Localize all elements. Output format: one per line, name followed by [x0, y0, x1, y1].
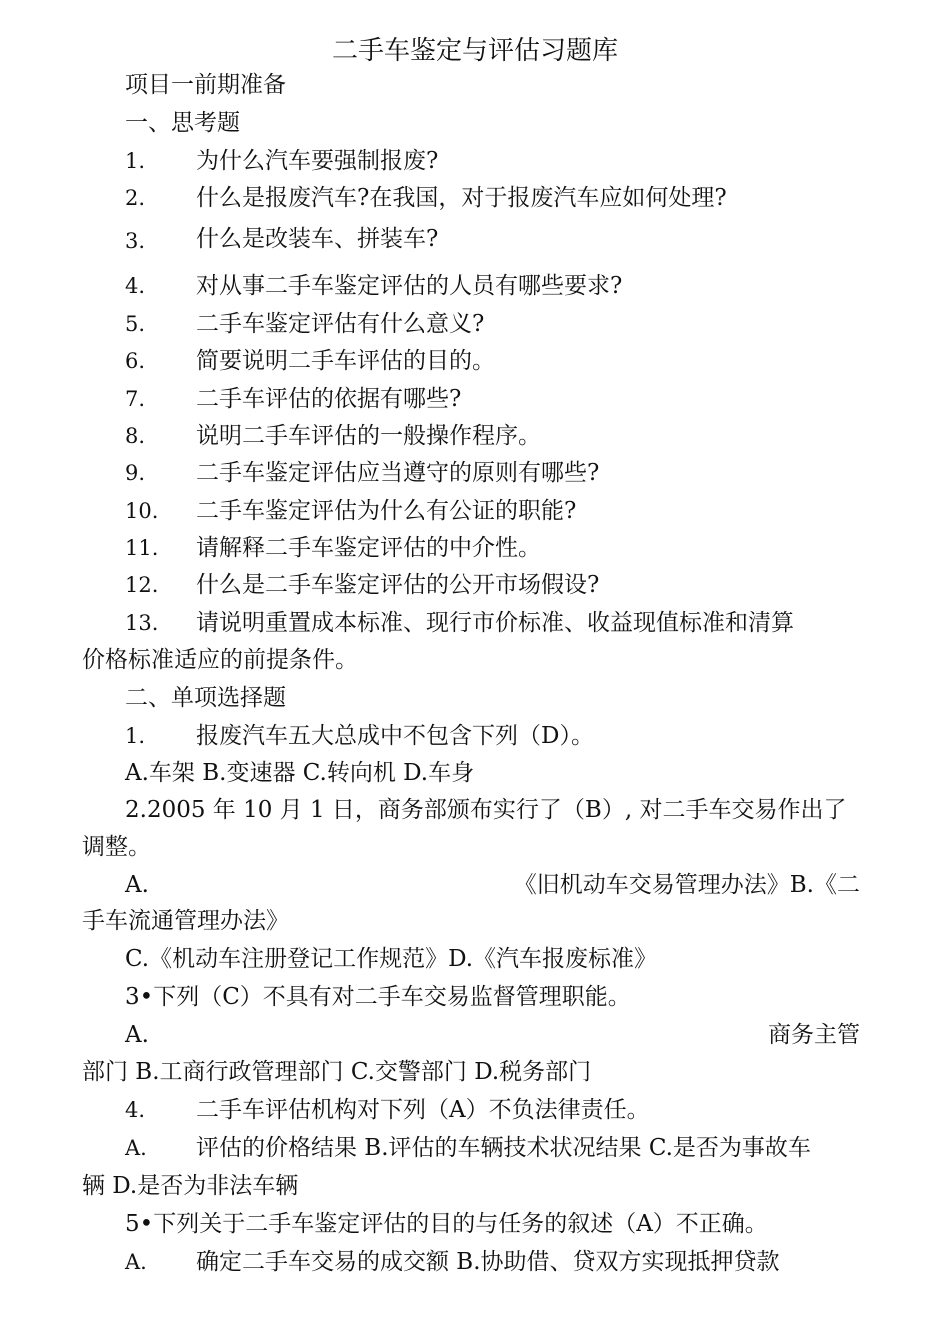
question-number: 9.: [125, 461, 146, 485]
choice-option-continuation: 手车流通管理办法》: [82, 908, 289, 934]
choice-options: A.车架 B.变速器 C.转向机 D.车身: [125, 760, 475, 786]
choice-question: 2.2005 年 10 月 1 日，商务部颁布实行了（B）, 对二手车交易作出了: [125, 797, 847, 823]
option-text: 《旧机动车交易管理办法》B.《二: [513, 872, 860, 898]
question-text: 二手车评估的依据有哪些?: [196, 386, 462, 412]
question-number: 8.: [125, 424, 146, 448]
choice-option-line: [125, 871, 860, 899]
document-title: 二手车鉴定与评估习题库: [331, 36, 618, 66]
question-text: 说明二手车评估的一般操作程序。: [196, 423, 541, 449]
option-text: 商务主管: [768, 1022, 860, 1048]
question-number: 12.: [125, 573, 159, 597]
question-number: 4.: [125, 274, 146, 298]
option-text: 评估的价格结果 B.评估的车辆技术状况结果 C.是否为事故车: [196, 1135, 811, 1161]
question-text: 请说明重置成本标准、现行市价标准、收益现值标准和清算: [196, 610, 794, 636]
choice-question: 3•下列（C）不具有对二手车交易监督管理职能。: [125, 984, 631, 1010]
option-label: A.: [125, 1022, 149, 1048]
question-number: 1.: [125, 149, 146, 173]
question-number: 7.: [125, 387, 146, 411]
question-text: 二手车鉴定评估为什么有公证的职能?: [196, 498, 577, 524]
section-heading-thinking: 一、思考题: [125, 110, 240, 136]
question-text: 什么是改装车、拼装车?: [196, 226, 439, 252]
choice-option-continuation: 部门 B.工商行政管理部门 C.交警部门 D.税务部门: [82, 1059, 592, 1085]
choice-question-continuation: 调整。: [82, 834, 151, 860]
option-text: 确定二手车交易的成交额 B.协助借、贷双方实现抵押贷款: [196, 1249, 780, 1275]
option-label: A.: [125, 1136, 147, 1160]
option-label: A.: [125, 1250, 147, 1274]
section-heading-choice: 二、单项选择题: [125, 685, 286, 711]
choice-option-continuation: 辆 D.是否为非法车辆: [82, 1173, 299, 1199]
choice-number: 1.: [125, 724, 146, 748]
question-text: 二手车鉴定评估应当遵守的原则有哪些?: [196, 460, 600, 486]
question-number: 2.: [125, 186, 146, 210]
choice-options: C.《机动车注册登记工作规范》D.《汽车报废标准》: [125, 946, 658, 972]
question-text: 二手车鉴定评估有什么意义?: [196, 311, 485, 337]
option-label: A.: [125, 872, 149, 898]
question-number: 10.: [125, 499, 159, 523]
question-number: 11.: [125, 536, 159, 560]
question-text: 为什么汽车要强制报废?: [196, 148, 439, 174]
choice-question: 报废汽车五大总成中不包含下列（D）。: [196, 723, 594, 749]
choice-number: 4.: [125, 1098, 146, 1122]
project-heading: 项目一前期准备: [125, 72, 286, 98]
choice-option-line: [125, 1021, 860, 1049]
question-text: 什么是报废汽车?在我国，对于报废汽车应如何处理?: [196, 185, 727, 211]
question-text: 对从事二手车鉴定评估的人员有哪些要求?: [196, 273, 623, 299]
choice-question: 二手车评估机构对下列（A）不负法律责任。: [196, 1097, 650, 1123]
question-text: 请解释二手车鉴定评估的中介性。: [196, 535, 541, 561]
question-number: 5.: [125, 312, 146, 336]
question-number: 6.: [125, 349, 146, 373]
question-number: 13.: [125, 611, 159, 635]
question-text: 简要说明二手车评估的目的。: [196, 348, 495, 374]
question-text: 什么是二手车鉴定评估的公开市场假设?: [196, 572, 600, 598]
question-number: 3.: [125, 229, 146, 253]
choice-question: 5•下列关于二手车鉴定评估的目的与任务的叙述（A）不正确。: [125, 1211, 768, 1237]
question-text-continuation: 价格标准适应的前提条件。: [82, 647, 358, 673]
